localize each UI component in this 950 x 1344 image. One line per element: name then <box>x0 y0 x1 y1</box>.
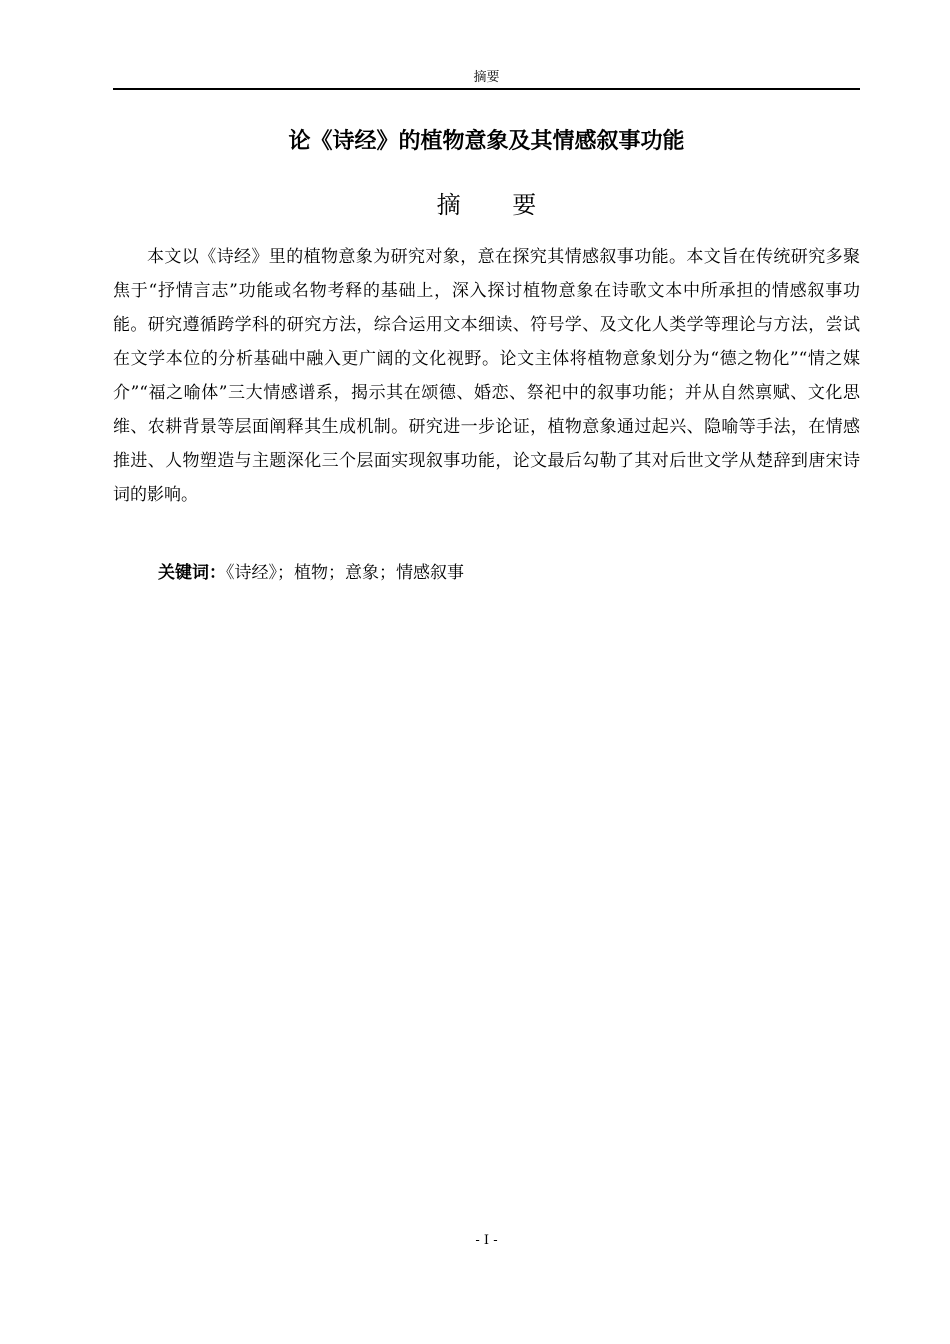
abstract-paragraph: 本文以《诗经》里的植物意象为研究对象，意在探究其情感叙事功能。本文旨在传统研究多聚焦于“抒情言志”功能或名物考释的基础上，深入探讨植物意象在诗歌文本中所承担的情感叙事功能。研究遵循跨学科的研究方法，综合运用文本细读、符号学、及文化人类学等理论与方法，尝试在文学本位的分析基础中融入更广阔的文化视野。论文主体将植物意象划分为“德之物化”“情之媒介”“福之喻体”三大情感谱系，揭示其在颂德、婚恋、祭祀中的叙事功能；并从自然禀赋、文化思维、农耕背景等层面阐释其生成机制。研究进一步论证，植物意象通过起兴、隐喻等手法，在情感推进、人物塑造与主题深化三个层面实现叙事功能，论文最后勾勒了其对后世文学从楚辞到唐宋诗词的影响。 <box>113 247 860 505</box>
page-number: - I - <box>475 1233 498 1248</box>
page-title: 论《诗经》的植物意象及其情感叙事功能 <box>288 129 685 154</box>
running-header <box>113 68 860 90</box>
keywords-line <box>158 556 858 590</box>
abstract-heading: 摘 要 <box>436 191 559 219</box>
keywords-value: 《诗经》；植物；意象；情感叙事 <box>226 563 464 583</box>
keywords-label: 关键词： <box>158 563 226 583</box>
running-header-title: 摘要 <box>473 70 500 85</box>
